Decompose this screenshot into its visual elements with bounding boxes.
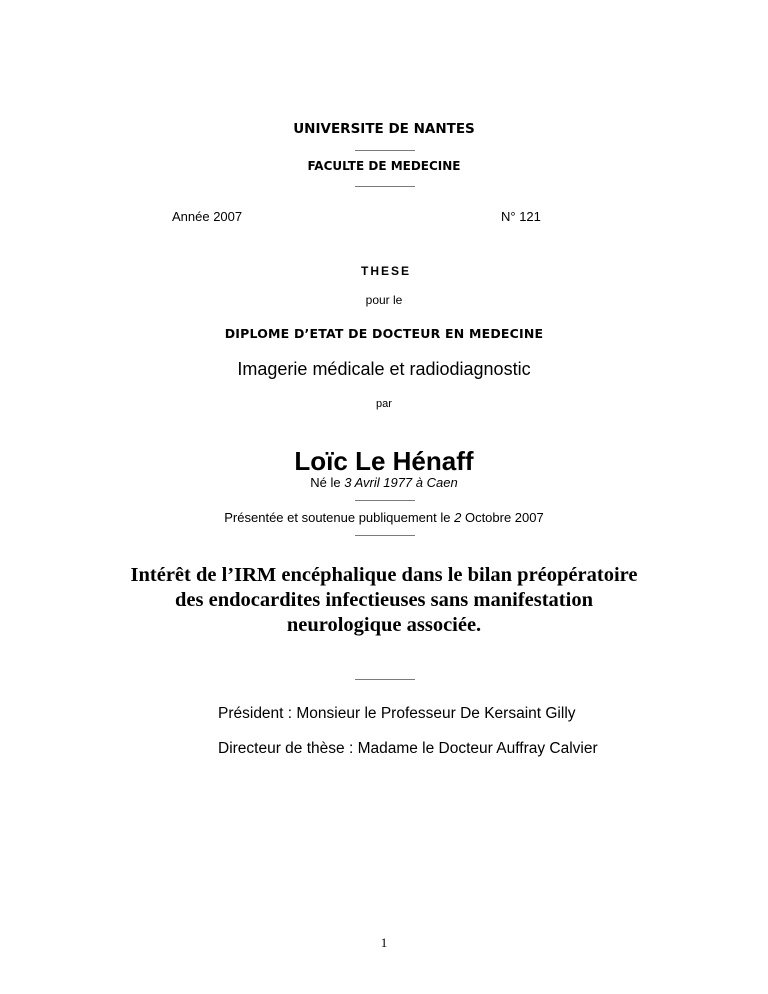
defense-day: 2 <box>454 510 462 525</box>
defense-rest: Octobre 2007 <box>461 510 544 525</box>
thesis-title-line: des endocardites infectieuses sans manifestation <box>175 589 593 611</box>
defense-prefix: Présentée et soutenue publiquement le <box>224 510 455 525</box>
thesis-type: THESE <box>360 264 411 278</box>
faculty-name: FACULTE DE MEDECINE <box>307 159 461 173</box>
thesis-year: Année 2007 <box>172 209 243 224</box>
thesis-title <box>0 563 768 638</box>
diploma-title: DIPLOME D’ETAT DE DOCTEUR EN MEDECINE <box>224 326 544 341</box>
author-name: Loïc Le Hénaff <box>294 446 474 476</box>
page-number: 1 <box>380 935 388 950</box>
thesis-par: par <box>376 398 392 410</box>
birth-prefix: Né le <box>310 475 345 490</box>
thesis-number: N° 121 <box>501 209 541 224</box>
divider-line <box>355 500 415 501</box>
defense-date <box>0 510 768 525</box>
divider-line <box>355 679 415 680</box>
birth-place: Caen <box>426 475 458 490</box>
thesis-title-line: neurologique associée. <box>286 614 482 636</box>
birth-middle: à <box>412 475 427 490</box>
jury-director: Directeur de thèse : Madame le Docteur Auffray Calvier <box>218 740 598 757</box>
divider-line <box>355 535 415 536</box>
divider-line <box>355 150 415 151</box>
jury-president: Président : Monsieur le Professeur De Kersaint Gilly <box>218 705 576 722</box>
university-name: UNIVERSITE DE NANTES <box>293 121 475 137</box>
divider-line <box>355 186 415 187</box>
thesis-pour-le: pour le <box>365 293 403 307</box>
thesis-title-line: Intérêt de l’IRM encéphalique dans le bilan préopératoire <box>130 564 638 586</box>
specialty: Imagerie médicale et radiodiagnostic <box>237 359 531 379</box>
birth-date: 3 Avril 1977 <box>344 475 413 490</box>
author-birth <box>0 475 768 490</box>
